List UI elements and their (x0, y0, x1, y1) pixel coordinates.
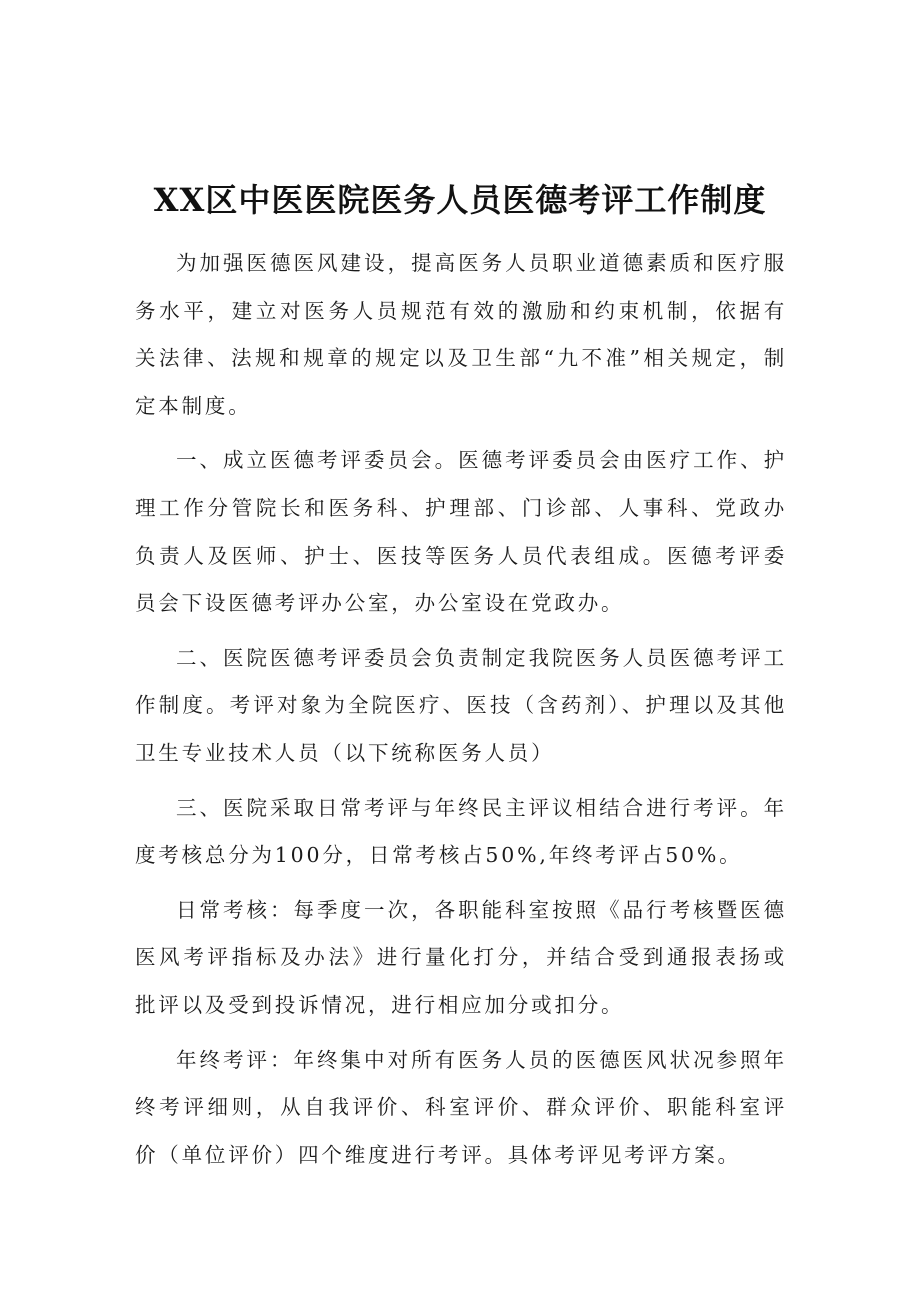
document-title: XX区中医医院医务人员医德考评工作制度 (153, 181, 767, 219)
paragraph-responsibility: 二、医院医德考评委员会负责制定我院医务人员医德考评工作制度。考评对象为全院医疗、医技（含药剂）、护理以及其他卫生专业技术人员（以下统称医务人员） (135, 645, 787, 765)
paragraph-annual-assessment: 年终考评：年终集中对所有医务人员的医德医风状况参照年终考评细则，从自我评价、科室评价、群众评价、职能科室评价（单位评价）四个维度进行考评。具体考评见考评方案。 (135, 1047, 787, 1167)
document-body (135, 240, 787, 1186)
paragraph-committee: 一、成立医德考评委员会。医德考评委员会由医疗工作、护理工作分管院长和医务科、护理部、门诊部、人事科、党政办负责人及医师、护士、医技等医务人员代表组成。医德考评委员会下设医德考评办公室，办公室设在党政办。 (135, 448, 787, 616)
paragraph-daily-assessment: 日常考核：每季度一次，各职能科室按照《品行考核暨医德医风考评指标及办法》进行量化打分，并结合受到通报表扬或批评以及受到投诉情况，进行相应加分或扣分。 (135, 897, 787, 1017)
paragraph-intro: 为加强医德医风建设，提高医务人员职业道德素质和医疗服务水平，建立对医务人员规范有效的激励和约束机制，依据有关法律、法规和规章的规定以及卫生部“九不准”相关规定，制定本制度。 (135, 251, 787, 418)
paragraph-scoring: 三、医院采取日常考评与年终民主评议相结合进行考评。年度考核总分为100分，日常考核占50%,年终考评占50%。 (135, 795, 787, 868)
